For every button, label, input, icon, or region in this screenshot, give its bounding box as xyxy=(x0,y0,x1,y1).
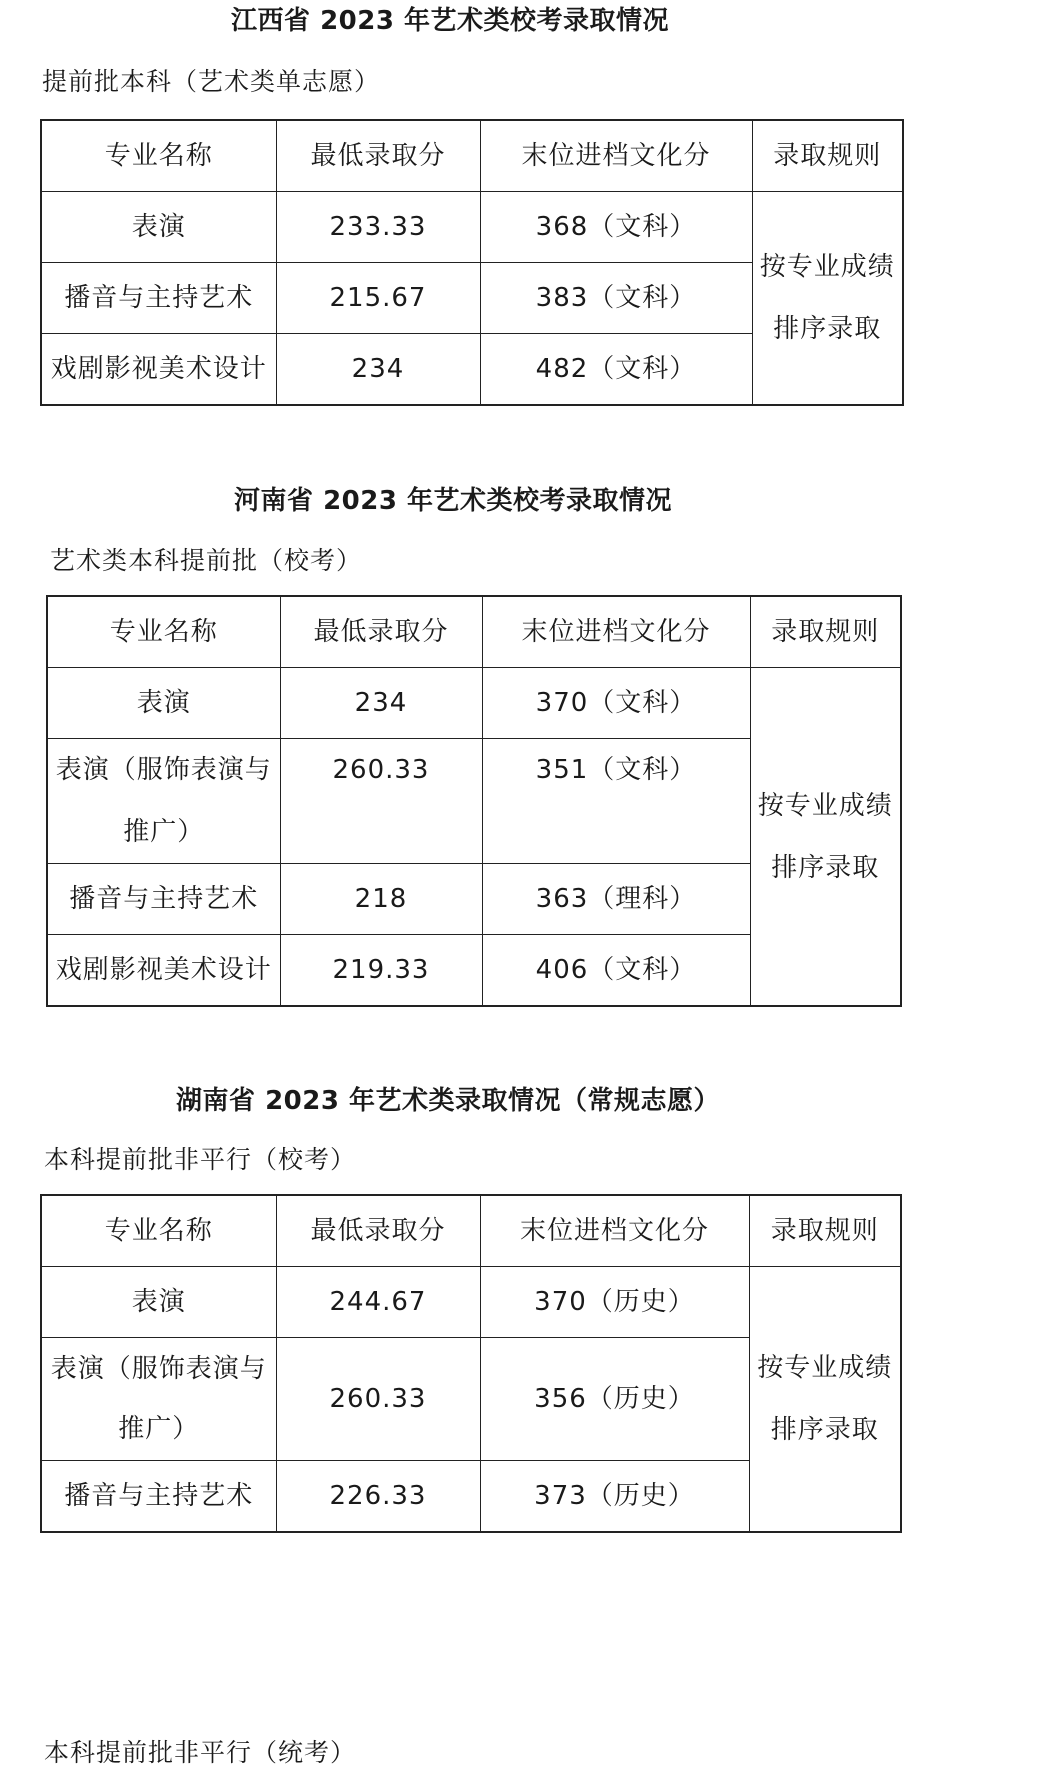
cell-culture-score: 363（理科） xyxy=(482,864,750,935)
table-header-row xyxy=(47,596,901,668)
cell-rule xyxy=(752,192,903,406)
admission-table-henan xyxy=(46,595,902,1007)
cell-min-score: 219.33 xyxy=(280,935,482,1007)
cell-major-line-1: 表演（服饰表演与 xyxy=(55,755,272,785)
cell-min-score: 218 xyxy=(280,864,482,935)
cell-min-score: 215.67 xyxy=(276,263,480,334)
header-major: 专业名称 xyxy=(41,1195,276,1267)
table-header-row xyxy=(41,1195,901,1267)
header-min-score: 最低录取分 xyxy=(276,120,480,192)
cell-culture-score: 368（文科） xyxy=(480,192,752,263)
header-rule: 录取规则 xyxy=(750,596,901,668)
rule-line-1: 按专业成绩 xyxy=(759,252,895,282)
cell-major: 表演 xyxy=(41,192,276,263)
rule-line-2: 排序录取 xyxy=(770,1415,879,1445)
cell-rule xyxy=(749,1267,901,1533)
section-subtitle-hunan: 本科提前批非平行（校考） xyxy=(44,1145,357,1174)
cell-min-score: 234 xyxy=(276,334,480,406)
cell-min-score: 244.67 xyxy=(276,1267,480,1338)
admission-table-hunan xyxy=(40,1194,902,1533)
cell-culture-score: 351（文科） xyxy=(482,739,750,864)
header-rule: 录取规则 xyxy=(752,120,903,192)
header-rule: 录取规则 xyxy=(749,1195,901,1267)
cell-rule xyxy=(750,668,901,1007)
rule-line-1: 按专业成绩 xyxy=(757,790,893,821)
section-subtitle-jiangxi: 提前批本科（艺术类单志愿） xyxy=(42,67,381,96)
section-title-jiangxi: 江西省 2023 年艺术类校考录取情况 xyxy=(231,6,669,36)
cell-major xyxy=(47,739,280,864)
cell-min-score: 260.33 xyxy=(280,739,482,864)
cell-major: 戏剧影视美术设计 xyxy=(41,334,276,406)
header-min-score: 最低录取分 xyxy=(276,1195,480,1267)
section-subtitle-henan: 艺术类本科提前批（校考） xyxy=(50,546,363,575)
header-culture-score: 末位进档文化分 xyxy=(482,596,750,668)
section-title-henan: 河南省 2023 年艺术类校考录取情况 xyxy=(234,486,672,516)
cell-major-line-1: 表演（服饰表演与 xyxy=(50,1354,267,1384)
rule-line-1: 按专业成绩 xyxy=(757,1353,893,1383)
cell-culture-score: 370（文科） xyxy=(482,668,750,739)
cell-major xyxy=(41,1338,276,1461)
cell-major: 播音与主持艺术 xyxy=(47,864,280,935)
cell-culture-score: 406（文科） xyxy=(482,935,750,1007)
header-major: 专业名称 xyxy=(47,596,280,668)
cell-major: 播音与主持艺术 xyxy=(41,263,276,334)
rule-line-2: 排序录取 xyxy=(773,314,882,344)
cell-culture-score: 370（历史） xyxy=(480,1267,749,1338)
cell-major-line-2: 推广） xyxy=(123,817,205,847)
header-min-score: 最低录取分 xyxy=(280,596,482,668)
section-title-hunan: 湖南省 2023 年艺术类录取情况（常规志愿） xyxy=(176,1086,720,1116)
cell-culture-score: 373（历史） xyxy=(480,1461,749,1533)
cell-min-score: 234 xyxy=(280,668,482,739)
cell-major: 戏剧影视美术设计 xyxy=(47,935,280,1007)
footer-subtitle: 本科提前批非平行（统考） xyxy=(44,1738,357,1767)
cell-min-score: 260.33 xyxy=(276,1338,480,1461)
cell-min-score: 233.33 xyxy=(276,192,480,263)
cell-major: 表演 xyxy=(41,1267,276,1338)
cell-major: 表演 xyxy=(47,668,280,739)
table-row xyxy=(41,1267,901,1338)
rule-line-2: 排序录取 xyxy=(771,852,880,883)
table-row xyxy=(41,192,903,263)
cell-major: 播音与主持艺术 xyxy=(41,1461,276,1533)
header-culture-score: 末位进档文化分 xyxy=(480,120,752,192)
cell-major-line-2: 推广） xyxy=(118,1414,200,1444)
cell-min-score: 226.33 xyxy=(276,1461,480,1533)
cell-culture-score: 482（文科） xyxy=(480,334,752,406)
cell-culture-score: 383（文科） xyxy=(480,263,752,334)
table-header-row xyxy=(41,120,903,192)
cell-culture-score: 356（历史） xyxy=(480,1338,749,1461)
admission-table-jiangxi xyxy=(40,119,904,406)
header-culture-score: 末位进档文化分 xyxy=(480,1195,749,1267)
table-row xyxy=(47,668,901,739)
header-major: 专业名称 xyxy=(41,120,276,192)
